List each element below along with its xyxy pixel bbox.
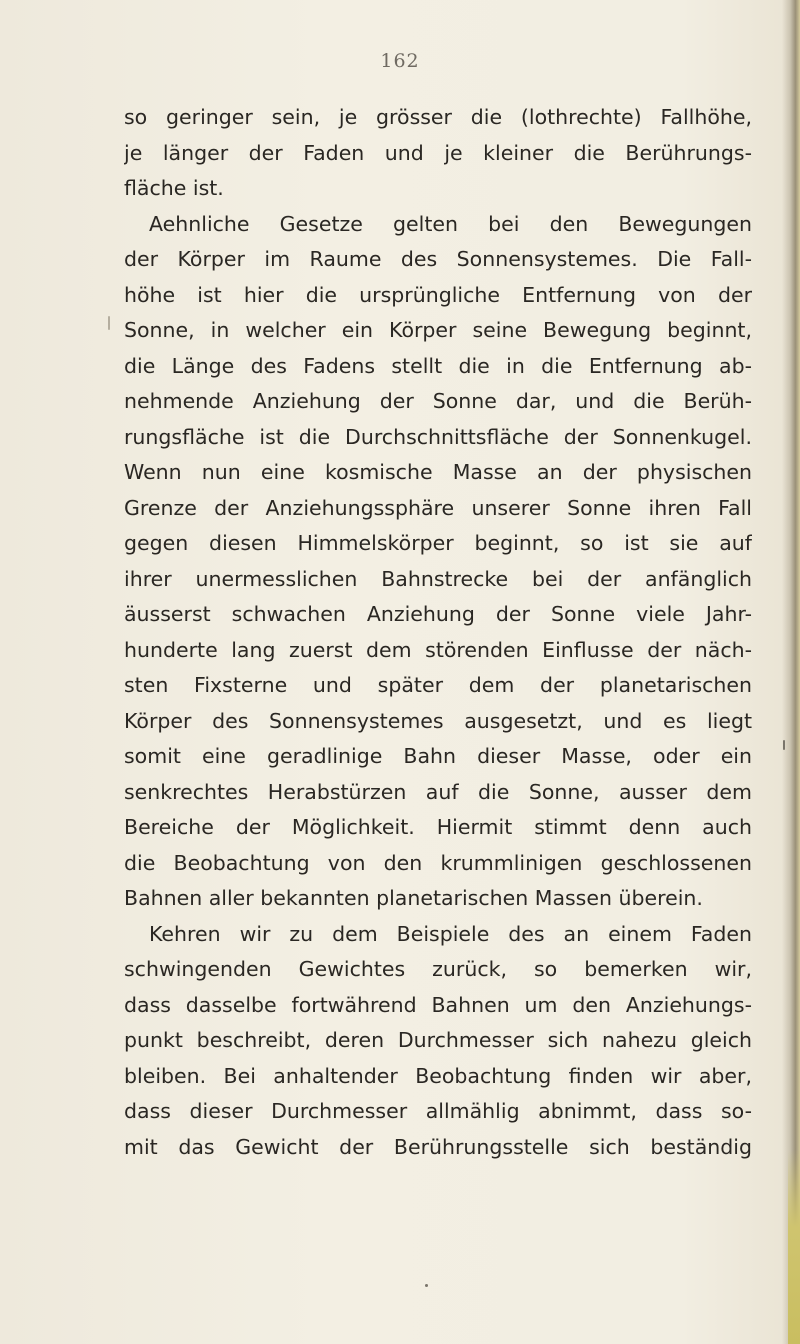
body-text bbox=[124, 100, 752, 1165]
text-line: nehmende Anziehung der Sonne dar, und die Berüh- bbox=[124, 389, 752, 413]
paper-speck bbox=[425, 1284, 428, 1287]
page-edge-shadow bbox=[782, 0, 800, 1344]
text-line: Kehren wir zu dem Beispiele des an einem Faden bbox=[149, 921, 752, 946]
text-line: somit eine geradlinige Bahn dieser Masse, oder ein bbox=[124, 744, 752, 768]
text-line: mit das Gewicht der Berührungsstelle sich beständig bbox=[124, 1134, 752, 1159]
text-line: Sonne, in welcher ein Körper seine Bewegung beginnt, bbox=[124, 318, 752, 342]
text-line: fläche ist. bbox=[124, 176, 224, 200]
text-line: senkrechtes Herabstürzen auf die Sonne, ausser dem bbox=[124, 779, 752, 804]
page-edge-stain bbox=[788, 1150, 800, 1344]
text-line: ihrer unermesslichen Bahnstrecke bei der anfänglich bbox=[124, 566, 752, 591]
text-line: bleiben. Bei anhaltender Beobachtung finden wir aber, bbox=[124, 1063, 752, 1088]
text-line: Bahnen aller bekannten planetarischen Massen überein. bbox=[124, 886, 703, 910]
text-line: schwingenden Gewichtes zurück, so bemerken wir, bbox=[124, 957, 752, 981]
page-number: 162 bbox=[380, 50, 420, 72]
text-line: dass dieser Durchmesser allmählig abnimmt, dass so- bbox=[124, 1099, 752, 1123]
text-line: gegen diesen Himmelskörper beginnt, so ist sie auf bbox=[124, 531, 752, 555]
text-line: höhe ist hier die ursprüngliche Entfernung von der bbox=[124, 282, 752, 307]
text-line: die Länge des Fadens stellt die in die Entfernung ab- bbox=[124, 353, 752, 378]
text-line: dass dasselbe fortwährend Bahnen um den Anziehungs- bbox=[124, 992, 752, 1017]
text-line: punkt beschreibt, deren Durchmesser sich nahezu gleich bbox=[124, 1028, 752, 1052]
text-line: der Körper im Raume des Sonnensystemes. Die Fall- bbox=[124, 247, 752, 271]
text-line: die Beobachtung von den krummlinigen geschlossenen bbox=[124, 850, 752, 875]
text-line: Körper des Sonnensystemes ausgesetzt, und es liegt bbox=[124, 708, 752, 733]
text-line: hunderte lang zuerst dem störenden Einflusse der näch- bbox=[124, 637, 752, 662]
text-line: je länger der Faden und je kleiner die Berührungs- bbox=[124, 140, 752, 165]
text-line: Wenn nun eine kosmische Masse an der physischen bbox=[124, 460, 752, 484]
paper-speck bbox=[783, 740, 785, 750]
text-line: äusserst schwachen Anziehung der Sonne viele Jahr- bbox=[124, 602, 752, 626]
text-line: Bereiche der Möglichkeit. Hiermit stimmt denn auch bbox=[124, 815, 752, 839]
text-line: Grenze der Anziehungssphäre unserer Sonne ihren Fall bbox=[124, 495, 752, 520]
text-line: sten Fixsterne und später dem der planetarischen bbox=[124, 673, 752, 697]
paper-speck bbox=[108, 316, 110, 330]
text-line: so geringer sein, je grösser die (lothrechte) Fallhöhe, bbox=[124, 105, 752, 129]
text-line: Aehnliche Gesetze gelten bei den Bewegungen bbox=[149, 211, 752, 236]
text-line: rungsfläche ist die Durchschnittsfläche der Sonnenkugel. bbox=[124, 424, 752, 449]
